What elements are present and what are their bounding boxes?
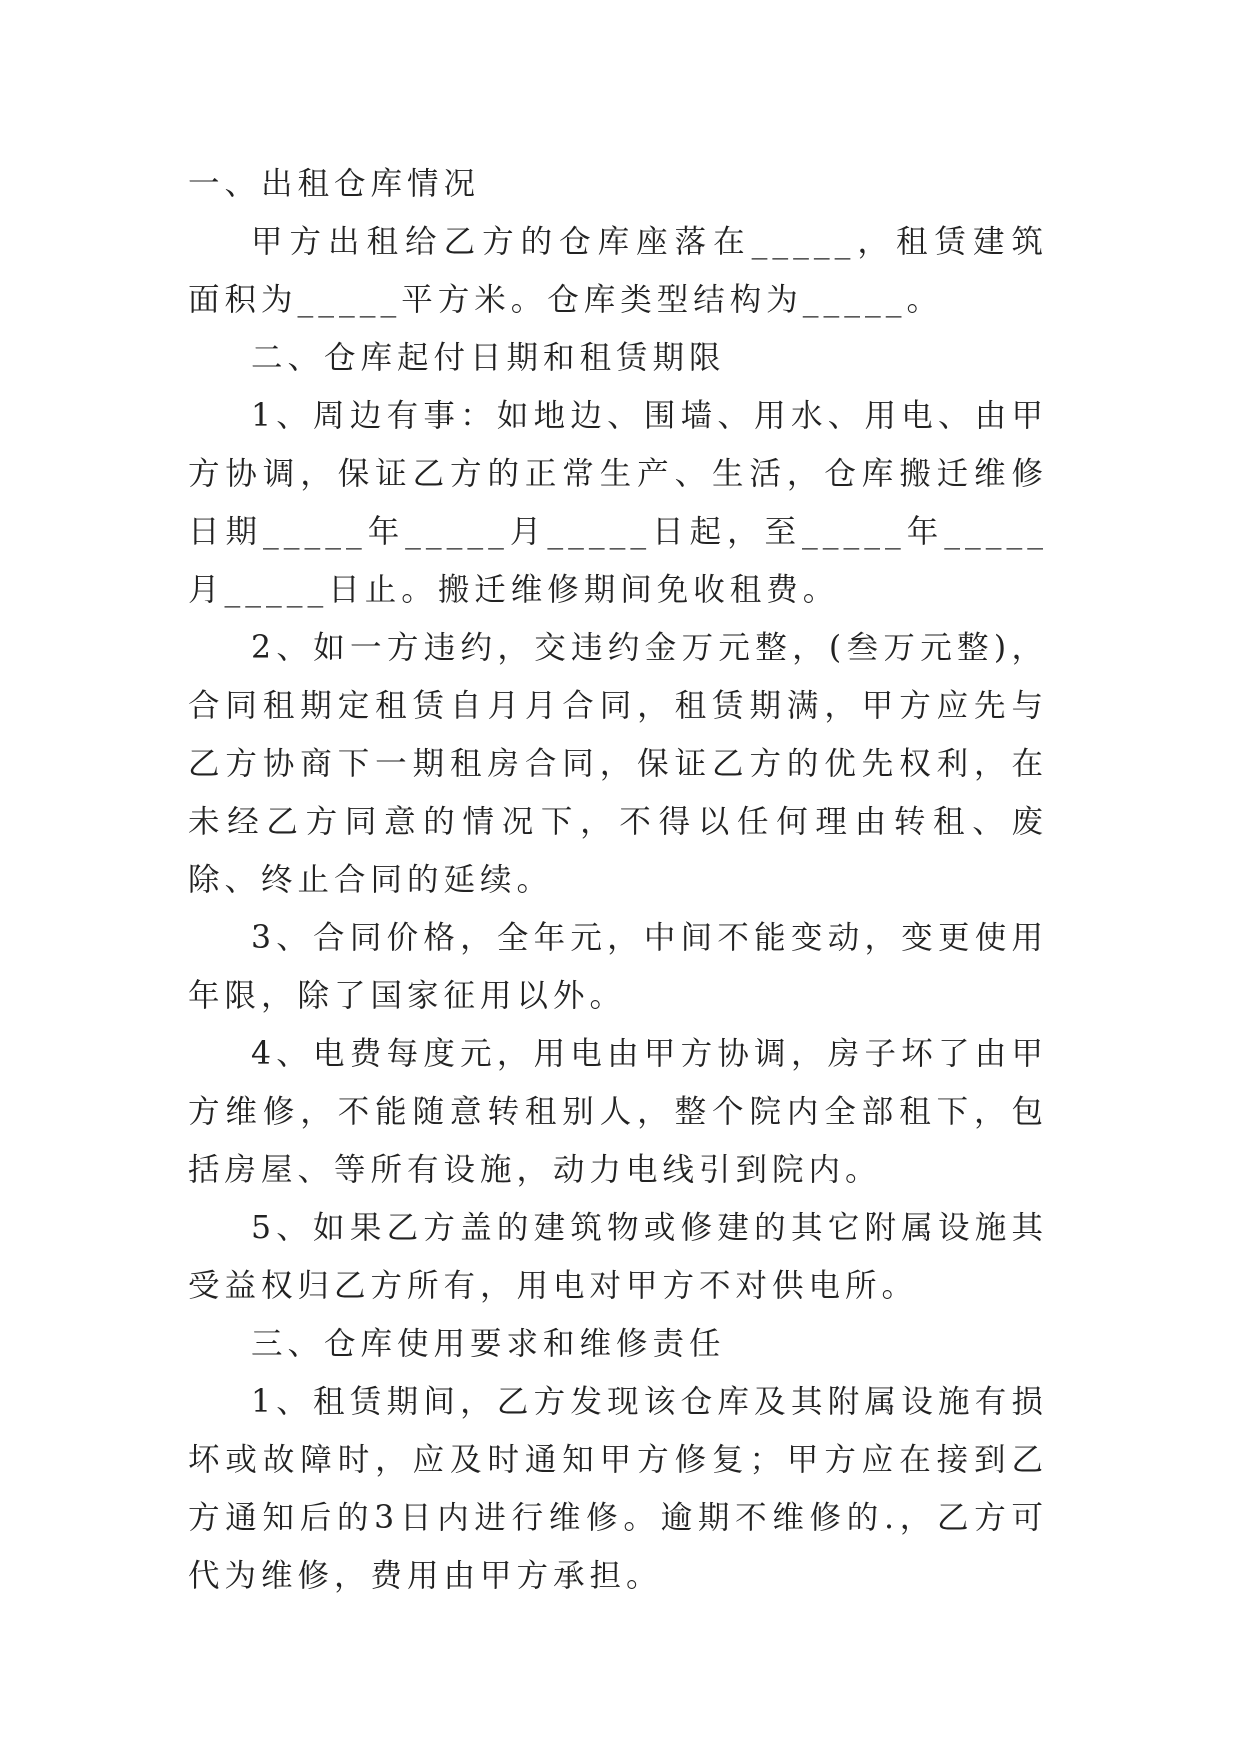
document-body [188,155,1048,1605]
paragraph-warehouse-location: 甲方出租给乙方的仓库座落在_____，租赁建筑面积为_____平方米。仓库类型结构为_____。 [188,224,1048,318]
section-heading-2: 二、仓库起付日期和租赁期限 [251,340,726,376]
clause-2-3: 3、合同价格，全年元，中间不能变动，变更使用年限，除了国家征用以外。 [188,920,1048,1014]
clause-2-2: 2、如一方违约，交违约金万元整，(叁万元整)，合同租期定租赁自月月合同，租赁期满，甲方应先与乙方协商下一期租房合同，保证乙方的优先权利，在未经乙方同意的情况下，不得以任何理由转租、废除、终止合同的延续。 [188,630,1048,898]
section-heading-3: 三、仓库使用要求和维修责任 [251,1326,726,1362]
clause-2-4: 4、电费每度元，用电由甲方协调，房子坏了由甲方维修，不能随意转租别人，整个院内全部租下，包括房屋、等所有设施，动力电线引到院内。 [188,1036,1048,1188]
clause-2-5: 5、如果乙方盖的建筑物或修建的其它附属设施其受益权归乙方所有，用电对甲方不对供电所。 [188,1210,1048,1304]
clause-3-1: 1、租赁期间，乙方发现该仓库及其附属设施有损坏或故障时，应及时通知甲方修复；甲方应在接到乙方通知后的3日内进行维修。逾期不维修的.，乙方可代为维修，费用由甲方承担。 [188,1384,1048,1594]
clause-2-1: 1、周边有事：如地边、围墙、用水、用电、由甲方协调，保证乙方的正常生产、生活，仓库搬迁维修日期_____年_____月_____日起，至_____年_____月_____日止。搬迁维修期间免收租费。 [188,398,1048,608]
section-heading-1: 一、出租仓库情况 [188,166,481,202]
